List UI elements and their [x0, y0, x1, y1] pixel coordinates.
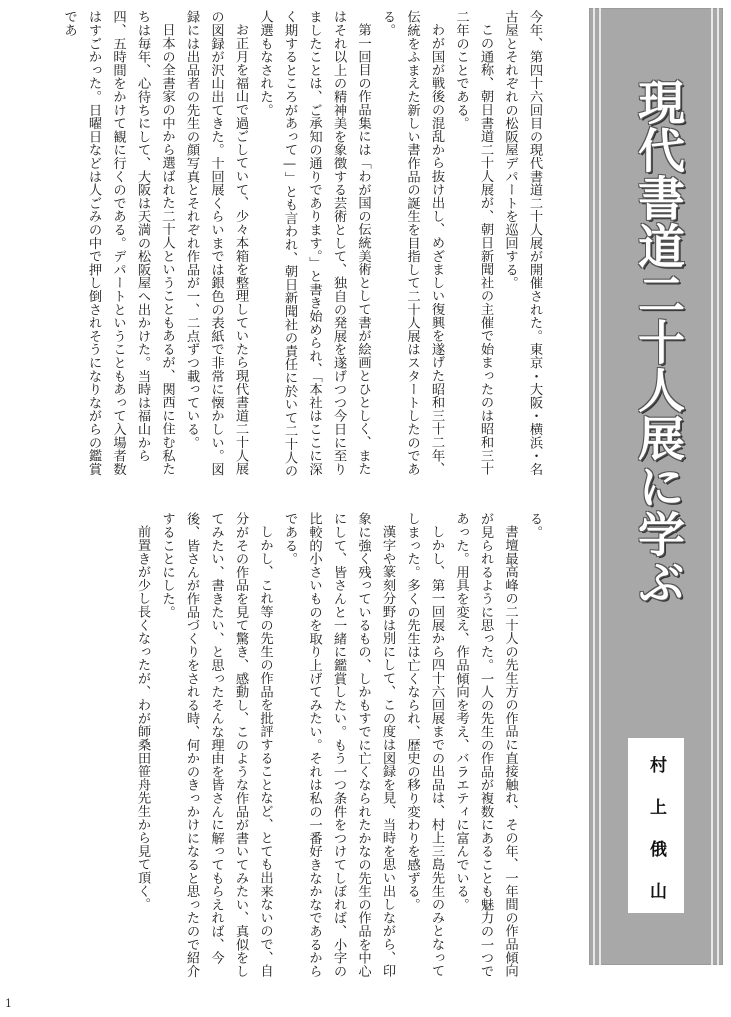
band-stripe — [593, 8, 595, 965]
paragraph: 第一回目の作品集には「わが国の伝統美術として書が絵画とひとしく、またはそれ以上の精神美を象徴する芸術として、独自の発展を遂げつつ今日に至りましたことは、ご承知の通りであります。」と書き始められ、「本社はここに深く期するところがあって—」とも言われ、朝日新聞社の責任に於いて二十人の人選もなされた。 — [257, 10, 371, 478]
paragraph: る。 — [527, 512, 542, 539]
paragraph: 前置きが少し長くなったが、わが師桑田笹舟先生から見て頂く。 — [135, 525, 150, 911]
band-stripe — [599, 8, 601, 965]
article-title: 現代書道二十人展に学ぶ — [630, 78, 685, 606]
page-number: 1 — [5, 997, 12, 1010]
article-body-upper — [44, 10, 546, 488]
paragraph: お正月を福山で過ごしていて、少々本箱を整理していたら現代書道二十人展の図録が沢山出てきた。十回展くらいまでは銀色の表紙で非常に懐かしい。図録には出品者の先生の顔写真とそれぞれ作品が一、二点ずつ載っている。 — [184, 10, 248, 476]
paragraph: しかし、第一回展から四十六回展までの出品は、村上三島先生のみとなってしまった。多くの先生は亡くなられ、歴史の移り変わりを感ずる。 — [404, 512, 444, 978]
paragraph: 今年、第四十六回目の現代書道二十人展が開催された。東京・大阪・横浜・名古屋とそれぞれの松阪屋デパートを巡回する。 — [502, 10, 542, 476]
title-band — [589, 8, 723, 965]
paragraph: 漢字や篆刻分野は別にして、この度は図録を見、当時を思い出しながら、印象に強く残っているもの、しかもすでに亡くなられたかなの先生の作品を中心にして、皆さんと一緒に鑑賞したい。もう一つ条件をつけてしぼれば、小字の比較的小さいものを取り上げてみたい。それは私の一番好きなかなであるからである。 — [282, 512, 395, 978]
paragraph: この通称、朝日書道二十人展が、朝日新聞社の主催で始まったのは昭和三十二年のことである。 — [453, 10, 493, 476]
paragraph: 書壇最高峰の二十人の先生方の作品に直接触れ、その年、一年間の作品傾向が見られるように思った。一人の先生の作品が複数にあることも魅力の一つであった。用具を変え、作品傾向を考え、バラエティに富んでいる。 — [453, 512, 518, 978]
band-stripe — [717, 8, 719, 965]
author-plate — [628, 738, 684, 924]
paragraph: わが国が戦後の混乱から抜け出し、めざましい復興を遂げた昭和三十二年、伝統をふまえた新しい書作品の誕生を目指して二十人展はスタートしたのである。 — [380, 10, 444, 476]
article-body-lower — [44, 512, 546, 982]
paragraph: しかし、これ等の先生の作品を批評することなど、とても出来ないので、自分がその作品を見て驚き、感動し、このような作品が書いてみたい、真似をしてみたい、書きたい、と思ったそんな理由を皆さんに解ってもらえれば、今後、皆さんが作品づくりをされる時、何かのきっかけになると思ったので紹介することにした。 — [159, 512, 273, 978]
paragraph: 日本の全書家の中から選ばれた二十人ということもあるが、関西に住む私たちは毎年、心待ちにして、大阪は天満の松阪屋へ出かけた。当時は福山から四、五時間をかけて観に行くのである。デパートということもあって入場者数はすごかった。日曜日などは人ごみの中で押し倒されそうになりながらの鑑賞であ — [61, 10, 175, 476]
band-stripe — [711, 8, 713, 965]
author-name: 村上俄山 — [646, 756, 666, 924]
